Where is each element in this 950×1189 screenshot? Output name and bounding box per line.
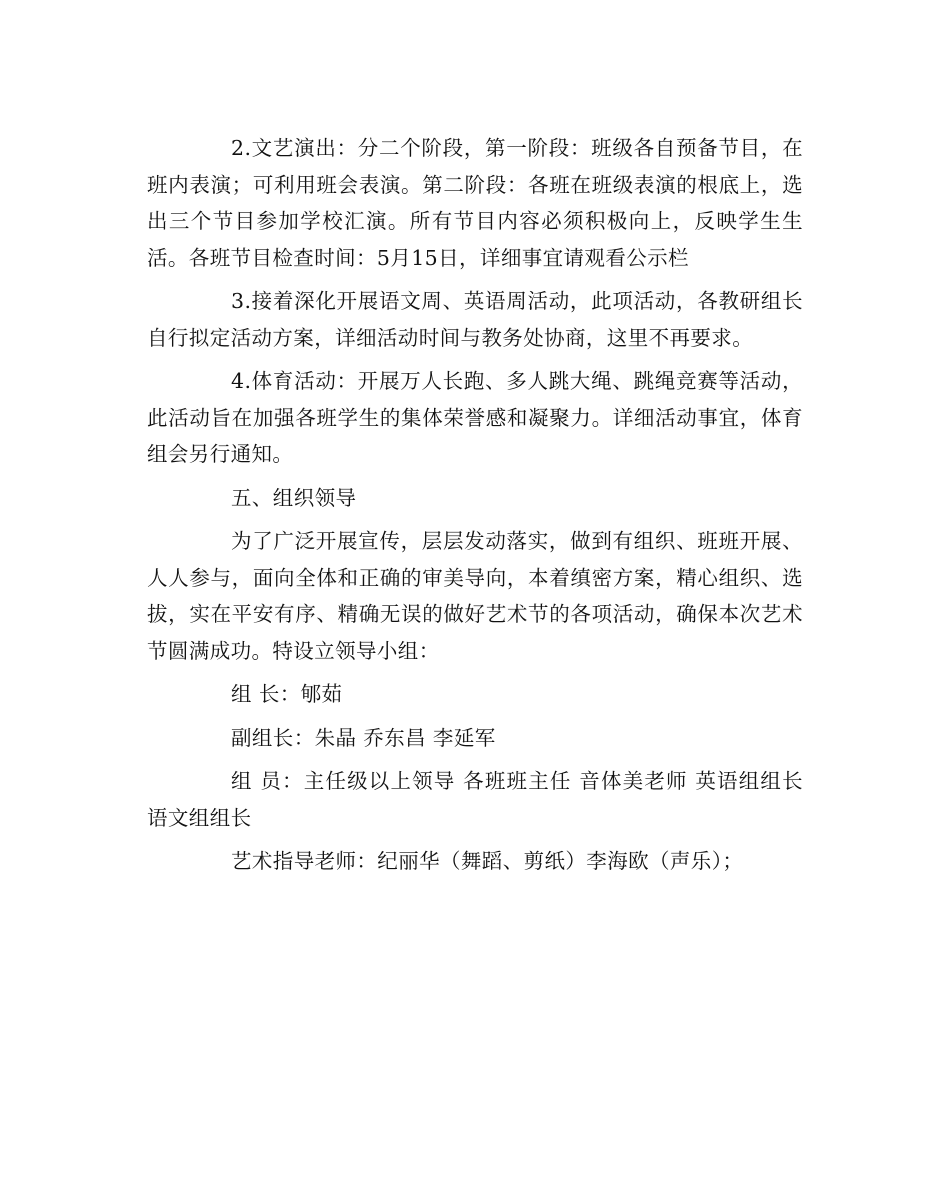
section-heading-organization: 五、组织领导 xyxy=(231,485,357,510)
leader-line: 组 长：郇茹 xyxy=(231,682,343,706)
paragraph-organization: 为了广泛开展宣传，层层发动落实，做到有组织、班班开展、人人参与，面向全体和正确的审美导向，本着缜密方案，精心组织、选拔，实在平安有序、精确无误的做好艺术节的各项活动，确保本次艺术节圆满成功。特设立领导小组： xyxy=(147,529,803,663)
deputy-leader-line: 副组长：朱晶 乔东昌 李延军 xyxy=(231,725,496,750)
paragraph-sports-activity: 4.体育活动：开展万人长跑、多人跳大绳、跳绳竞赛等活动，此活动旨在加强各班学生的集体荣誉感和凝聚力。详细活动事宜，体育组会另行通知。 xyxy=(147,369,803,466)
paragraph-art-performance: 2.文艺演出：分二个阶段，第一阶段：班级各自预备节目，在班内表演；可利用班会表演。第二阶段：各班在班级表演的根底上，选出三个节目参加学校汇演。所有节目内容必须积极向上，反映学生生活。各班节目检查时间：5月15日，详细事宜请观看公示栏 xyxy=(147,136,803,270)
members-line: 组 员：主任级以上领导 各班班主任 音体美老师 英语组组长 语文组组长 xyxy=(147,769,803,830)
art-advisor-line: 艺术指导老师：纪丽华（舞蹈、剪纸）李海欧（声乐）； xyxy=(231,849,744,873)
document-body xyxy=(147,130,803,880)
paragraph-language-week: 3.接着深化开展语文周、英语周活动，此项活动，各教研组长自行拟定活动方案，详细活动时间与教务处协商，这里不再要求。 xyxy=(147,289,803,350)
